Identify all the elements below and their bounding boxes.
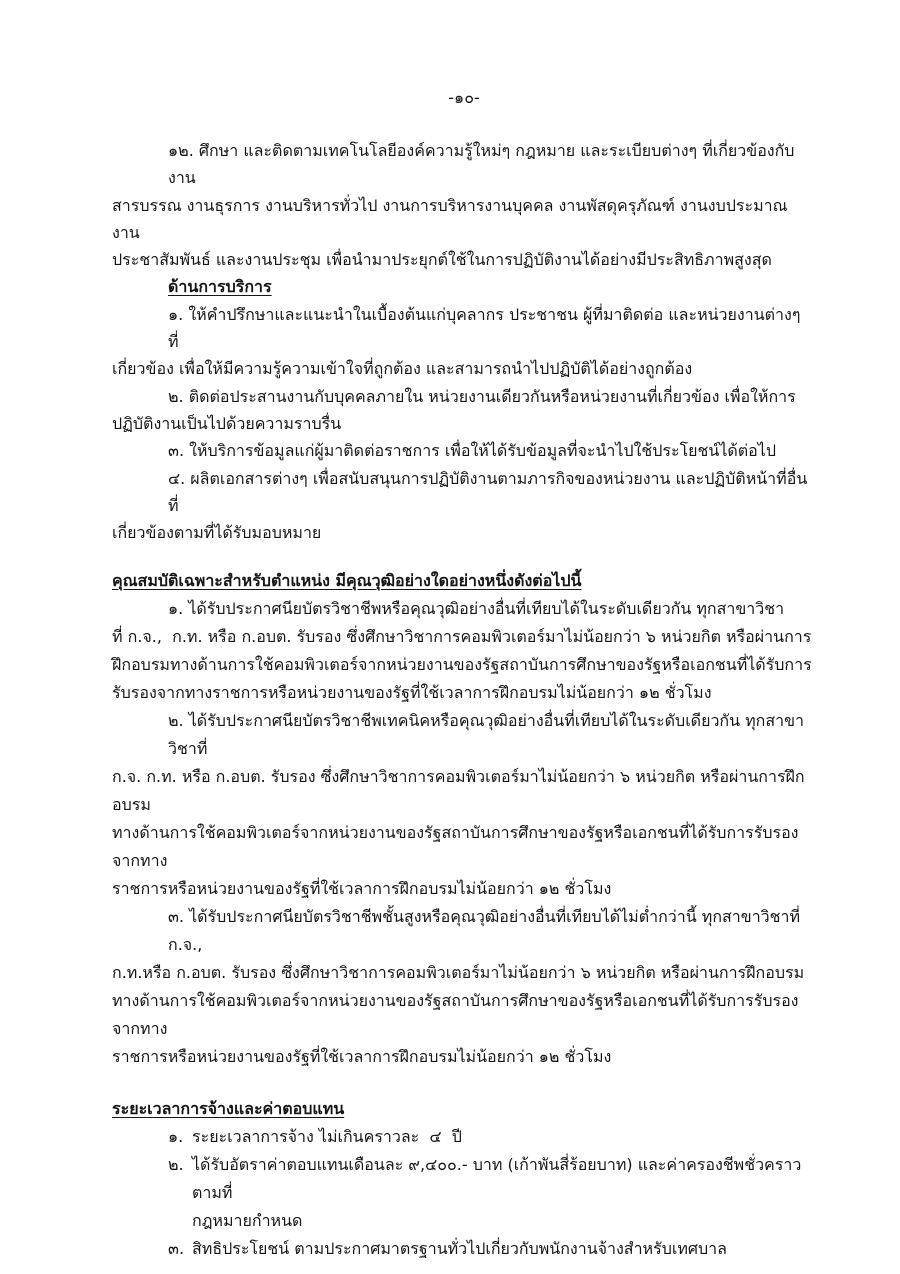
qualification-item-2 [112,707,816,903]
duty-item-12-line: ๑๒. ศึกษา และติดตามเทคโนโลยีองค์ความรู้ใหม่ๆ กฎหมาย และระเบียบต่างๆ ที่เกี่ยวข้องกับงาน [168,141,795,188]
duty-item-12-line: ประชาสัมพันธ์ และงานประชุม เพื่อนำมาประยุกต์ใช้ในการปฏิบัติงานได้อย่างมีประสิทธิภาพสูงสุด [112,250,772,270]
qualification-item-line: ก.ท.หรือ ก.อบต. รับรอง ซึ่งศึกษาวิชาการคอมพิวเตอร์มาไม่น้อยกว่า ๖ หน่วยกิต หรือผ่านการฝึกอบรม [112,963,805,983]
qualification-item-line: ทางด้านการใช้คอมพิวเตอร์จากหน่วยงานของรัฐสถาบันการศึกษาของรัฐหรือเอกชนที่ได้รับการรับรองจากทาง [112,991,799,1039]
duties-section [112,137,816,546]
qualification-item-1 [112,595,816,707]
qualification-item-3 [112,903,816,1071]
service-item-line: ๒. ติดต่อประสานงานกับบุคคลภายใน หน่วยงานเดียวกันหรือหน่วยงานที่เกี่ยวข้อง เพื่อให้การ [168,386,796,406]
service-item-3 [112,437,816,464]
employment-item-text: ระยะเวลาการจ้าง ไม่เกินคราวละ ๔ ปี [192,1127,462,1147]
service-item-1 [112,301,816,383]
service-item-line: ๓. ให้บริการข้อมูลแก่ผู้มาติดต่อราชการ เพื่อให้ได้รับข้อมูลที่จะนำไปใช้ประโยชน์ได้ต่อไป [168,441,776,461]
qualification-item-line: ๒. ได้รับประกาศนียบัตรวิชาชีพเทคนิคหรือคุณวุฒิอย่างอื่นที่เทียบได้ในระดับเดียวกัน ทุกสาขาวิชาที่ [168,711,805,759]
employment-item-3 [112,1235,816,1263]
employment-section [112,1095,816,1263]
employment-item-number: ๒. [168,1155,184,1175]
qualifications-section [112,567,816,1071]
service-item-line: ปฏิบัติงานเป็นไปด้วยความราบรื่น [112,413,342,433]
service-item-line: เกี่ยวข้อง เพื่อให้มีความรู้ความเข้าใจที่ถูกต้อง และสามารถนำไปปฏิบัติได้อย่างถูกต้อง [112,359,693,379]
employment-heading: ระยะเวลาการจ้างและค่าตอบแทน [112,1099,345,1119]
qualification-item-line: รับรองจากทางราชการหรือหน่วยงานของรัฐที่ใช้เวลาการฝึกอบรมไม่น้อยกว่า ๑๒ ชั่วโมง [112,683,712,703]
page-number: -๑๐- [448,88,480,107]
service-item-line: ๔. ผลิตเอกสารต่างๆ เพื่อสนับสนุนการปฏิบัติงานตามภารกิจของหน่วยงาน และปฏิบัติหน้าที่อื่นที่ [168,468,808,515]
qualification-item-line: ราชการหรือหน่วยงานของรัฐที่ใช้เวลาการฝึกอบรมไม่น้อยกว่า ๑๒ ชั่วโมง [112,879,612,899]
qualification-item-line: ที่ ก.จ., ก.ท. หรือ ก.อบต. รับรอง ซึ่งศึกษาวิชาการคอมพิวเตอร์มาไม่น้อยกว่า ๖ หน่วยกิต หรือผ่านการ [112,627,812,647]
services-heading: ด้านการบริการ [168,277,272,297]
employment-item-number: ๑. [168,1127,184,1147]
employment-item-text: กฎหมายกำหนด [192,1211,303,1231]
duty-item-12-line: สารบรรณ งานธุรการ งานบริหารทั่วไป งานการบริหารงานบุคคล งานพัสดุครุภัณฑ์ งานงบประมาณ งาน [112,195,793,242]
service-item-line: เกี่ยวข้องตามที่ได้รับมอบหมาย [112,523,322,543]
qualification-item-line: ทางด้านการใช้คอมพิวเตอร์จากหน่วยงานของรัฐสถาบันการศึกษาของรัฐหรือเอกชนที่ได้รับการรับรองจากทาง [112,823,799,871]
service-item-4 [112,465,816,547]
qualification-item-line: ๑. ได้รับประกาศนียบัตรวิชาชีพหรือคุณวุฒิอย่างอื่นที่เทียบได้ในระดับเดียวกัน ทุกสาขาวิชา [168,599,785,619]
qualifications-heading: คุณสมบัติเฉพาะสำหรับตำแหน่ง มีคุณวุฒิอย่างใดอย่างหนึ่งดังต่อไปนี้ [112,571,582,591]
employment-item-number: ๓. [168,1239,185,1259]
document-body [112,84,816,1263]
duty-item-12 [112,137,816,273]
service-item-2 [112,383,816,438]
employment-item-1 [112,1123,816,1151]
qualification-item-line: ๓. ได้รับประกาศนียบัตรวิชาชีพชั้นสูงหรือคุณวุฒิอย่างอื่นที่เทียบได้ไม่ต่ำกว่านี้ ทุกสาขาวิชาที่ ก.จ., [168,907,806,955]
qualification-item-line: ฝึกอบรมทางด้านการใช้คอมพิวเตอร์จากหน่วยงานของรัฐสถาบันการศึกษาของรัฐหรือเอกชนที่ได้รับการ [112,655,812,675]
qualification-item-line: ก.จ. ก.ท. หรือ ก.อบต. รับรอง ซึ่งศึกษาวิชาการคอมพิวเตอร์มาไม่น้อยกว่า ๖ หน่วยกิต หรือผ่านการฝึกอบรม [112,767,805,815]
service-item-line: ๑. ให้คำปรึกษาและแนะนำในเบื้องต้นแก่บุคลากร ประชาชน ผู้ที่มาติดต่อ และหน่วยงานต่างๆ ที่ [168,304,811,352]
employment-item-text: สิทธิประโยชน์ ตามประกาศมาตรฐานทั่วไปเกี่ยวกับพนักงานจ้างสำหรับเทศบาล [192,1239,727,1259]
employment-item-text: ได้รับอัตราค่าตอบแทนเดือนละ ๙,๔๐๐.- บาท (เก้าพันสี่ร้อยบาท) และค่าครองชีพชั่วคราวตามที่ [192,1155,802,1203]
employment-item-2 [112,1151,816,1235]
qualification-item-line: ราชการหรือหน่วยงานของรัฐที่ใช้เวลาการฝึกอบรมไม่น้อยกว่า ๑๒ ชั่วโมง [112,1047,612,1067]
